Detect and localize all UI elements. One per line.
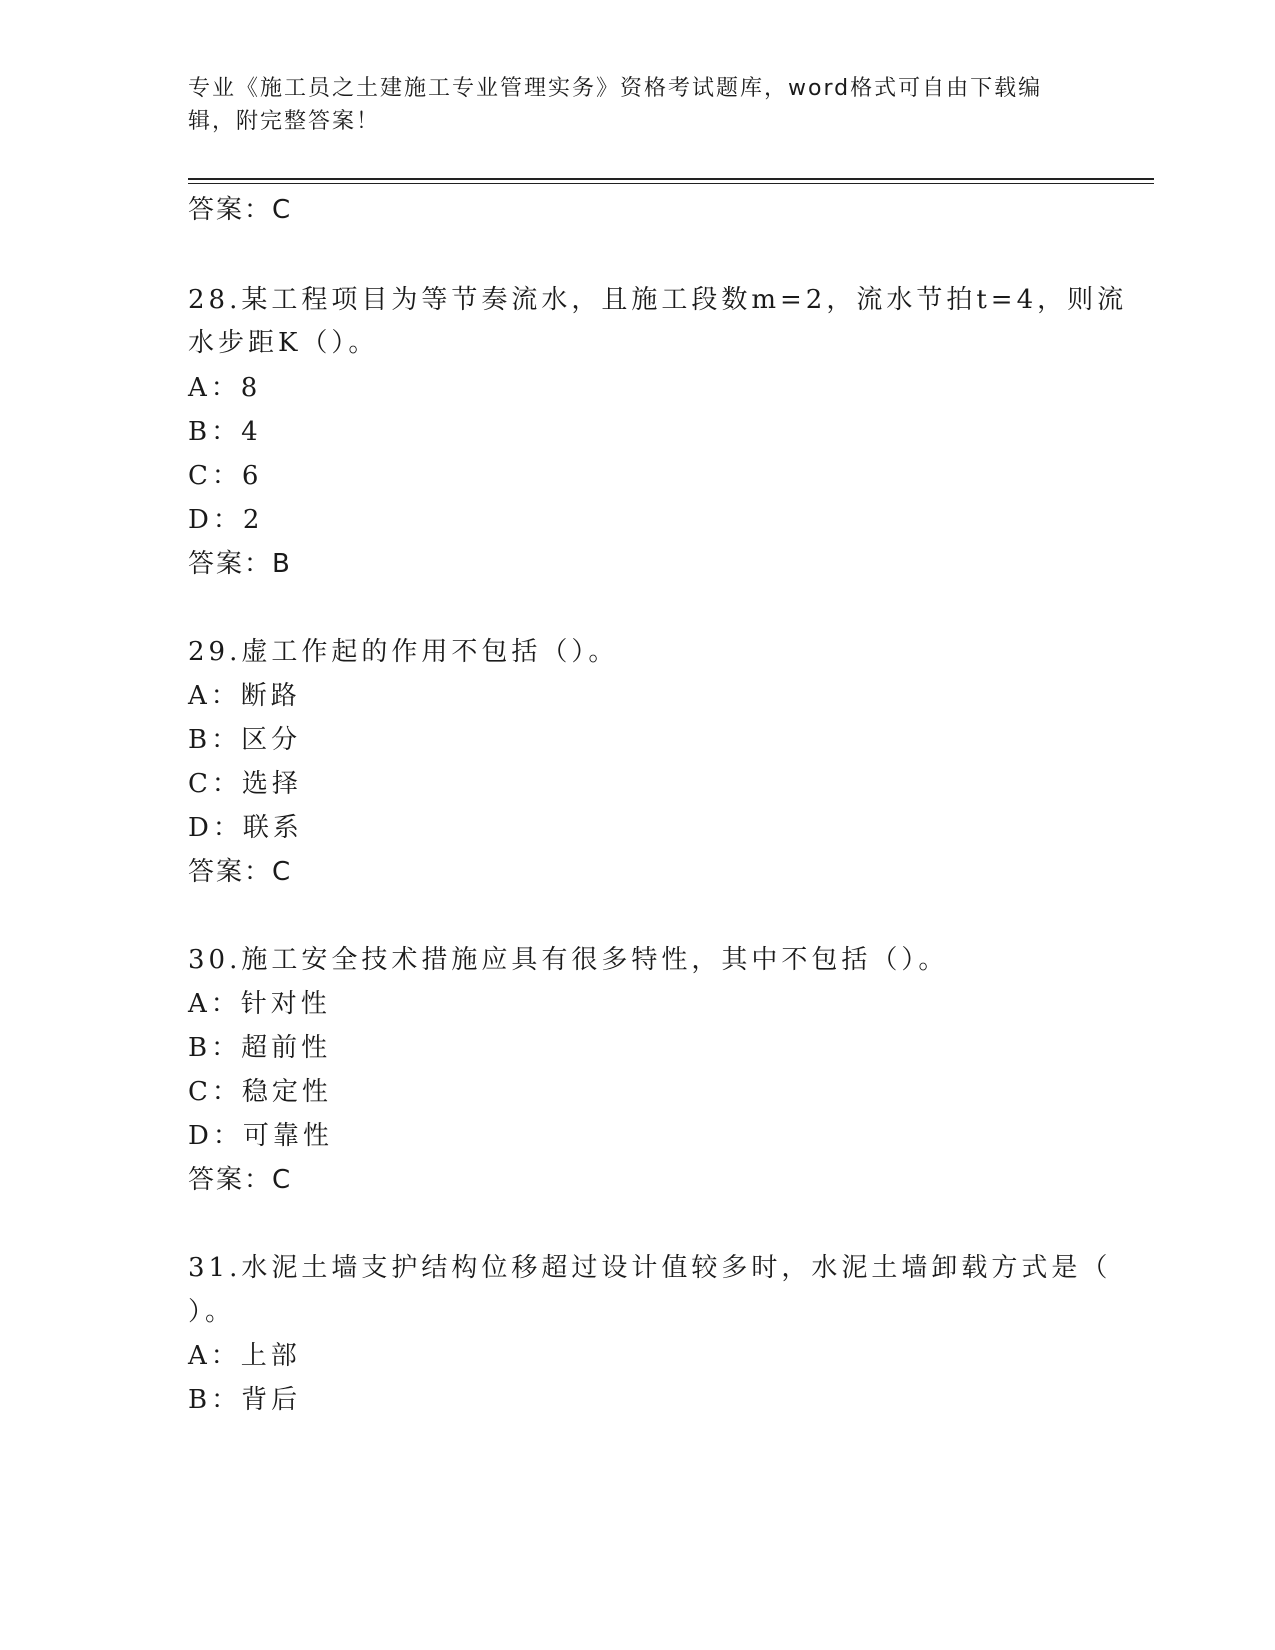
header-divider-thick (188, 178, 1154, 180)
question-30-stem-line-1: 30.施工安全技术措施应具有很多特性，其中不包括（）。 (188, 945, 949, 975)
question-28-option-d: D：2 (188, 505, 264, 535)
question-31-option-b: B：背后 (188, 1385, 302, 1415)
question-28-stem-line-1: 28.某工程项目为等节奏流水，且施工段数m=2，流水节拍t=4，则流 (188, 285, 1128, 315)
header-divider-thin (188, 183, 1154, 184)
question-30-option-b: B：超前性 (188, 1033, 332, 1063)
question-29-stem-line-1: 29.虚工作起的作用不包括（）。 (188, 637, 619, 667)
question-29-answer: 答案：C (188, 857, 293, 887)
document-header (188, 72, 1068, 138)
question-28-option-c: C：6 (188, 461, 263, 491)
question-29-option-a: A：断路 (188, 681, 301, 711)
header-line-2: 辑，附完整答案！ (188, 109, 381, 134)
question-30-option-d: D：可靠性 (188, 1121, 333, 1151)
question-31-stem-line-2: ）。 (188, 1297, 236, 1327)
question-29-option-c: C：选择 (188, 769, 302, 799)
question-30-option-c: C：稳定性 (188, 1077, 332, 1107)
header-line-1: 专业《施工员之土建施工专业管理实务》资格考试题库，word格式可自由下载编 (188, 76, 1043, 101)
question-31-option-a: A：上部 (188, 1341, 301, 1371)
question-28-option-a: A：8 (188, 373, 262, 403)
question-30-answer: 答案：C (188, 1165, 293, 1195)
question-29-option-b: B：区分 (188, 725, 302, 755)
question-31-stem-line-1: 31.水泥土墙支护结构位移超过设计值较多时，水泥土墙卸载方式是（ (188, 1253, 1112, 1283)
question-28-stem-line-2: 水步距K（）。 (188, 328, 379, 358)
question-29-option-d: D：联系 (188, 813, 303, 843)
previous-answer: 答案：C (188, 195, 293, 225)
question-28-option-b: B：4 (188, 417, 262, 447)
question-30-option-a: A：针对性 (188, 989, 331, 1019)
question-28-answer: 答案：B (188, 549, 292, 579)
